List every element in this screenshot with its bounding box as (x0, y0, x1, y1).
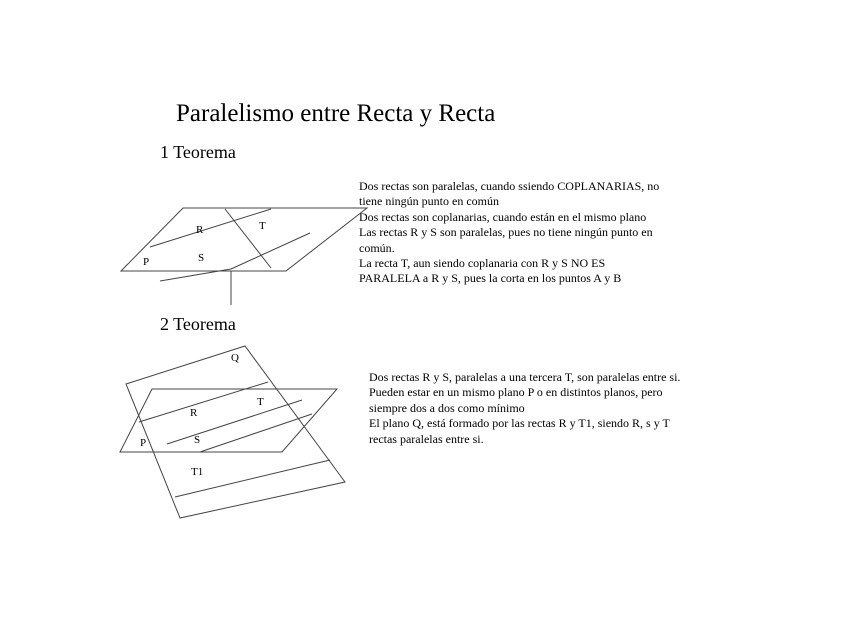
text-line: La recta T, aun siendo coplanaria con R y S NO ES (359, 256, 606, 271)
theorem-2-heading: 2 Teorema (160, 314, 236, 334)
text-line: tiene ningún punto en común (359, 194, 499, 209)
label-r: R (196, 224, 204, 236)
line-s (231, 233, 310, 269)
label-s: S (194, 434, 201, 446)
text-line: rectas paralelas entre si. (369, 431, 484, 446)
line-t (225, 209, 271, 268)
label-t1: T1 (191, 466, 204, 478)
line-r (139, 382, 268, 422)
theorem-1-heading: 1 Teorema (160, 142, 236, 162)
label-t: T (257, 396, 264, 408)
line-r (150, 209, 271, 247)
label-q: Q (231, 352, 239, 364)
text-line: Las rectas R y S son paralelas, pues no tiene ningún punto en (359, 225, 653, 240)
plane-q (126, 346, 345, 518)
line-s (200, 414, 312, 452)
figure-2 (120, 346, 345, 518)
text-line: PARALELA a R y S, pues la corta en los puntos A y B (359, 271, 622, 286)
text-line: Dos rectas R y S, paralelas a una tercera T, son paralelas entre si. (369, 370, 681, 384)
text-line: común. (359, 240, 395, 255)
text-line: Dos rectas son coplanarias, cuando están en el mismo plano (359, 209, 647, 224)
label-r: R (190, 407, 198, 419)
label-p: P (143, 256, 150, 268)
label-t: T (259, 220, 266, 232)
label-p: P (140, 437, 147, 449)
text-line: Pueden estar en un mismo plano P o en distintos planos, pero (369, 385, 663, 400)
figure-1 (121, 208, 367, 305)
text-line: Dos rectas son paralelas, cuando ssiendo COPLANARIAS, no (359, 179, 660, 193)
page-title: Paralelismo entre Recta y Recta (176, 100, 496, 127)
text-line: siempre dos a dos como mínimo (369, 400, 525, 415)
text-line: El plano Q, está formado por las rectas R y T1, siendo R, s y T (369, 416, 670, 431)
label-s: S (198, 252, 205, 264)
